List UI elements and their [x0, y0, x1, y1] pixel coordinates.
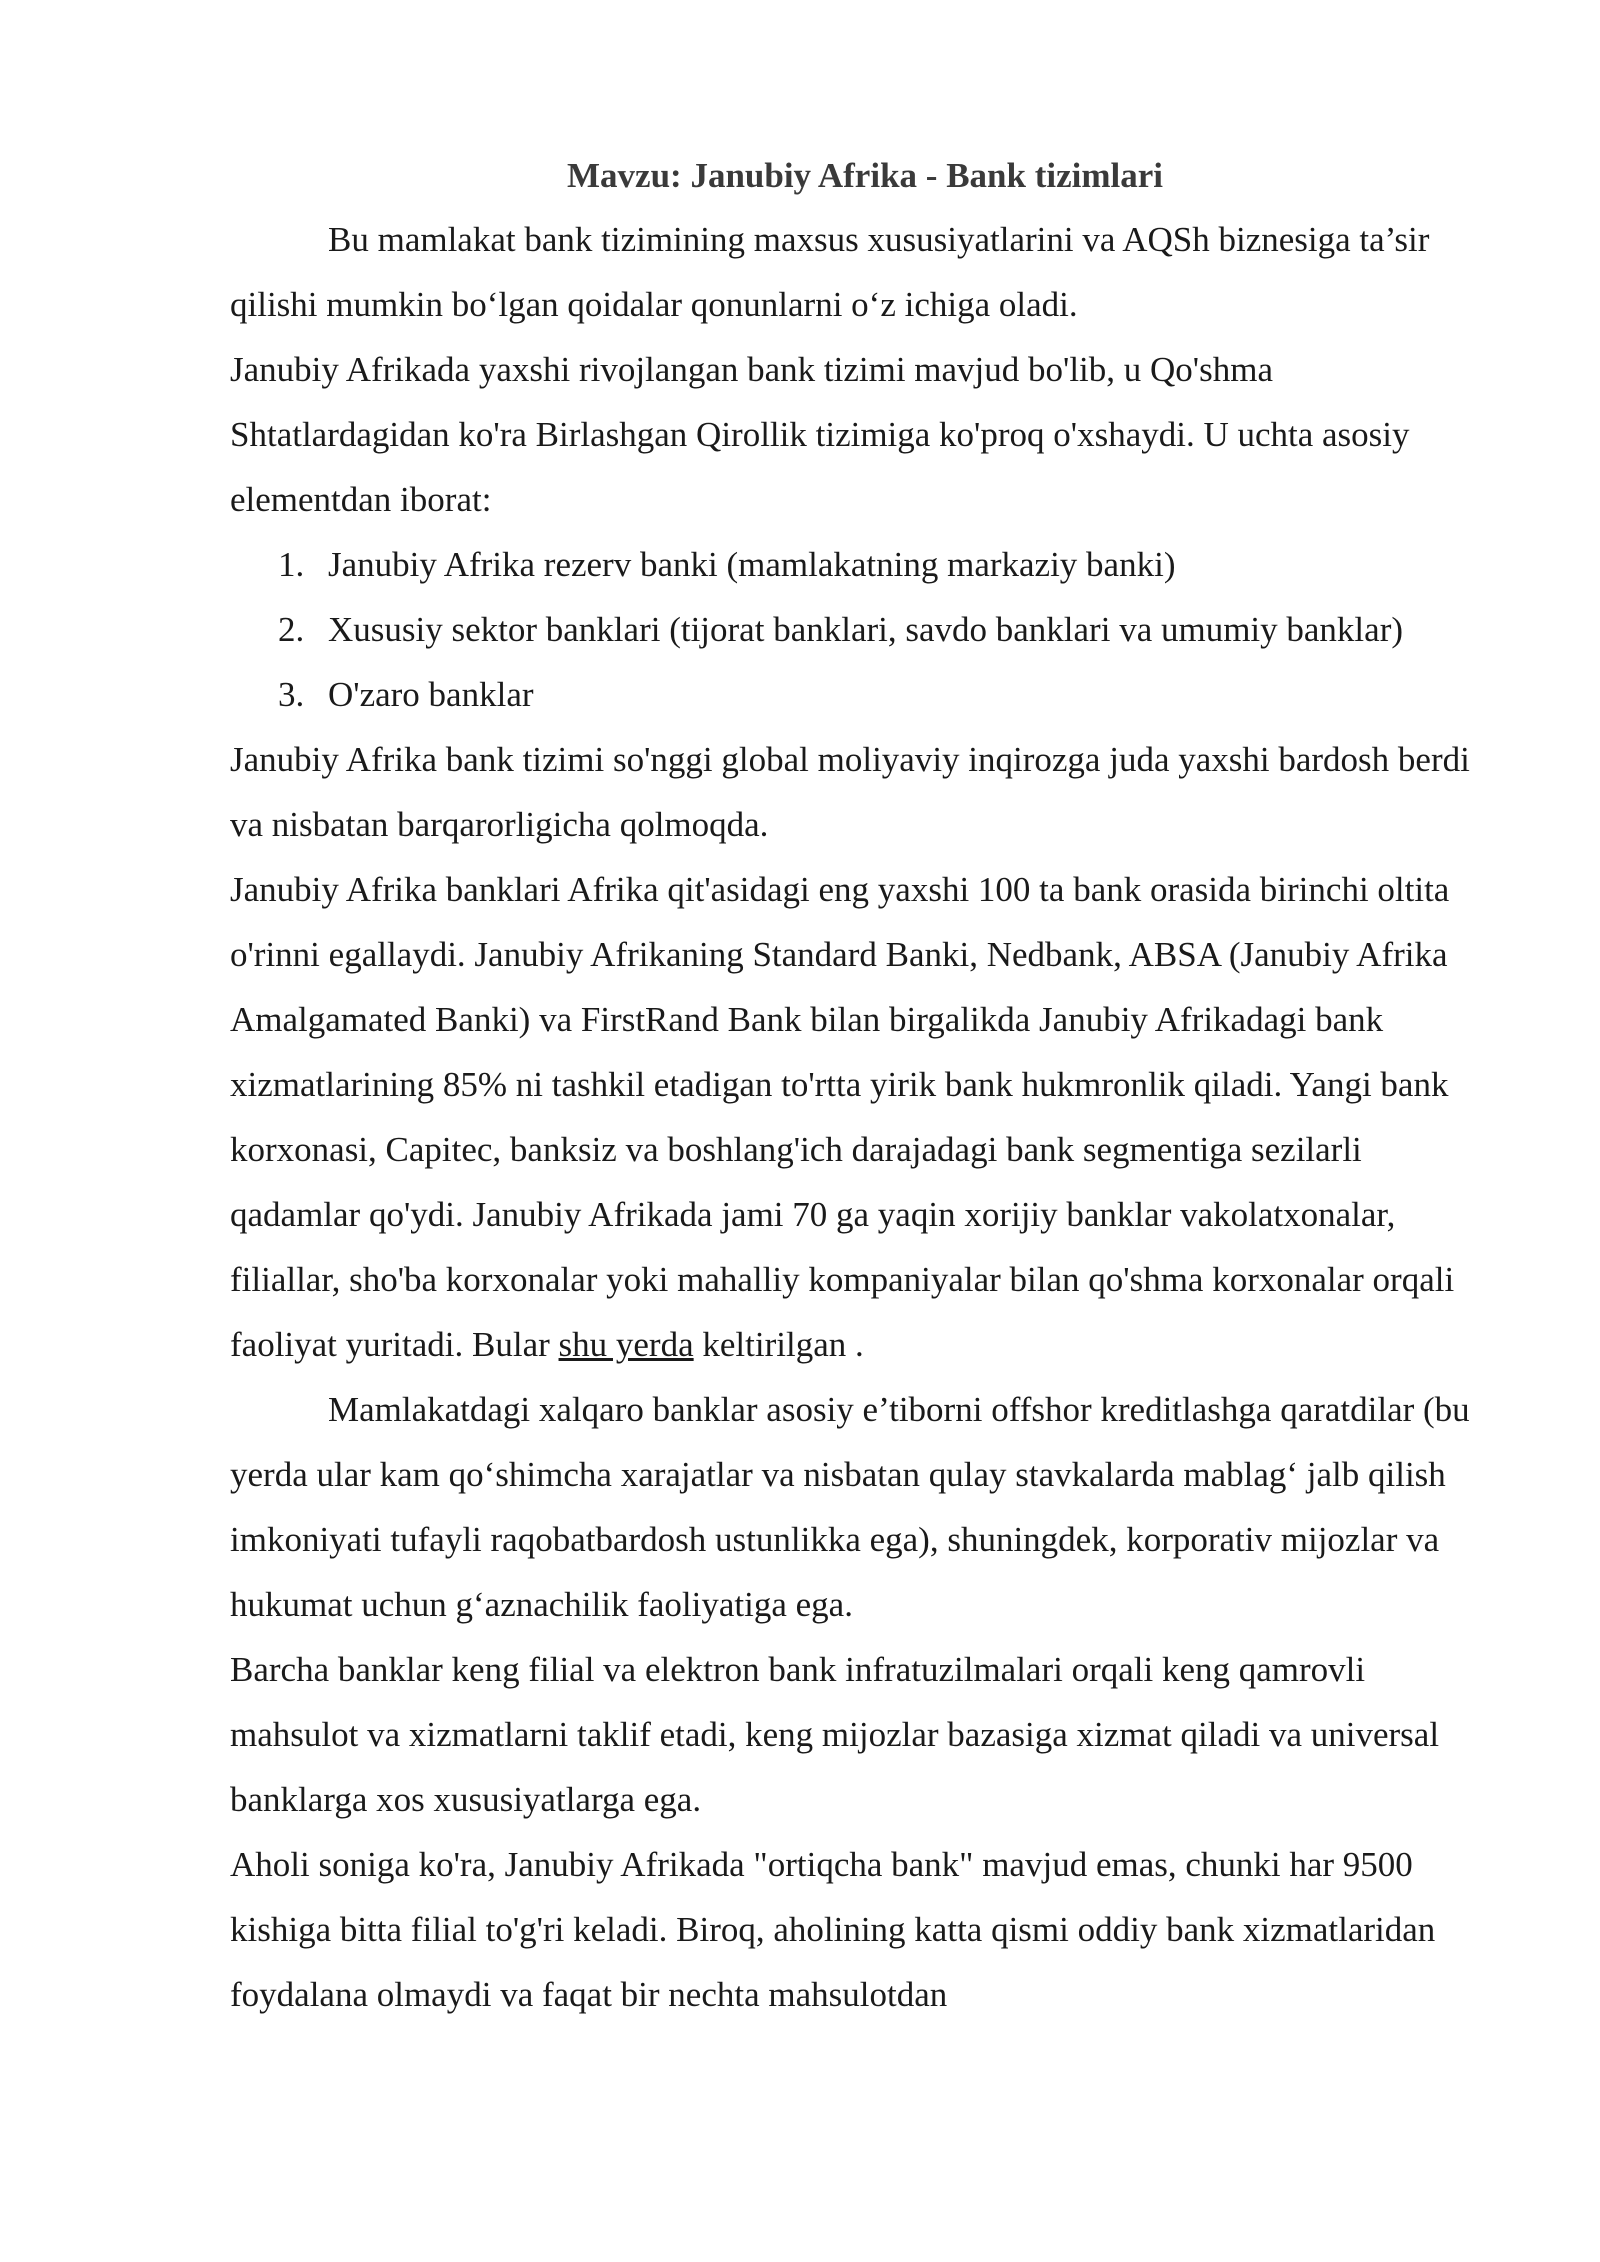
- bank-elements-list: [230, 532, 1500, 727]
- document-title: Mavzu: Janubiy Afrika - Bank tizimlari: [567, 156, 1163, 195]
- list-item-text: Xususiy sektor banklari (tijorat banklari, savdo banklari va umumiy banklar): [328, 610, 1404, 649]
- paragraph-top-banks: [230, 857, 1500, 1377]
- list-item-text: Janubiy Afrika rezerv banki (mamlakatning markaziy banki): [328, 545, 1176, 584]
- paragraph-crisis: Janubiy Afrika bank tizimi so'nggi global moliyaviy inqirozga juda yaxshi bardosh berdi va nisbatan barqarorligicha qolmoqda.: [230, 740, 1470, 844]
- paragraph-intro: Bu mamlakat bank tizimining maxsus xususiyatlarini va AQSh biznesiga ta’sir qilishi mumkin bo‘lgan qoidalar qonunlarni o‘z ichiga oladi.: [230, 220, 1430, 324]
- shu-yerda-link[interactable]: shu yerda: [558, 1325, 694, 1364]
- list-item: [278, 532, 1500, 597]
- list-item-number: 2.: [278, 610, 305, 649]
- paragraph-top-banks-text: Janubiy Afrika banklari Afrika qit'asidagi eng yaxshi 100 ta bank orasida birinchi oltita o'rinni egallaydi. Janubiy Afrikaning Standard Banki, Nedbank, ABSA (Janubiy Afrika Amalgamated Banki) va FirstRand Bank bilan birgalikda Janubiy Afrikadagi bank xizmatlarining 85% ni tashkil etadigan to'rtta yirik bank hukmronlik qiladi. Yangi bank korxonasi, Capitec, banksiz va boshlang'ich darajadagi bank segmentiga sezilarli qadamlar qo'ydi. Janubiy Afrikada jami 70 ga yaqin xorijiy banklar vakolatxonalar, filiallar, sho'ba korxonalar yoki mahalliy kompaniyalar bilan qo'shma korxonalar orqali faoliyat yuritadi. Bular: [230, 870, 1455, 1364]
- list-item-number: 3.: [278, 675, 305, 714]
- paragraph-top-banks-tail: keltirilgan .: [693, 1325, 864, 1364]
- list-item: [278, 662, 1500, 727]
- paragraph-international-banks: Mamlakatdagi xalqaro banklar asosiy e’tiborni offshor kreditlashga qaratdilar (bu yerda ular kam qo‘shimcha xarajatlar va nisbatan qulay stavkalarda mablag‘ jalb qilish imkoniyati tufayli raqobatbardosh ustunlikka ega), shuningdek, korporativ mijozlar va hukumat uchun g‘aznachilik faoliyatiga ega.: [230, 1390, 1470, 1624]
- paragraph-all-banks: Barcha banklar keng filial va elektron bank infratuzilmalari orqali keng qamrovli mahsulot va xizmatlarni taklif etadi, keng mijozlar bazasiga xizmat qiladi va universal banklarga xos xususiyatlarga ega.: [230, 1650, 1440, 1819]
- paragraph-banking-system: Janubiy Afrikada yaxshi rivojlangan bank tizimi mavjud bo'lib, u Qo'shma Shtatlardagidan ko'ra Birlashgan Qirollik tizimiga ko'proq o'xshaydi. U uchta asosiy elementdan iborat:: [230, 350, 1410, 519]
- list-item: [278, 597, 1500, 662]
- list-item-number: 1.: [278, 545, 305, 584]
- document-body: [230, 145, 1500, 2027]
- paragraph-population: Aholi soniga ko'ra, Janubiy Afrikada "ortiqcha bank" mavjud emas, chunki har 9500 kishiga bitta filial to'g'ri keladi. Biroq, aholining katta qismi oddiy bank xizmatlaridan foydalana olmaydi va faqat bir nechta mahsulotdan: [230, 1845, 1436, 2014]
- list-item-text: O'zaro banklar: [328, 675, 534, 714]
